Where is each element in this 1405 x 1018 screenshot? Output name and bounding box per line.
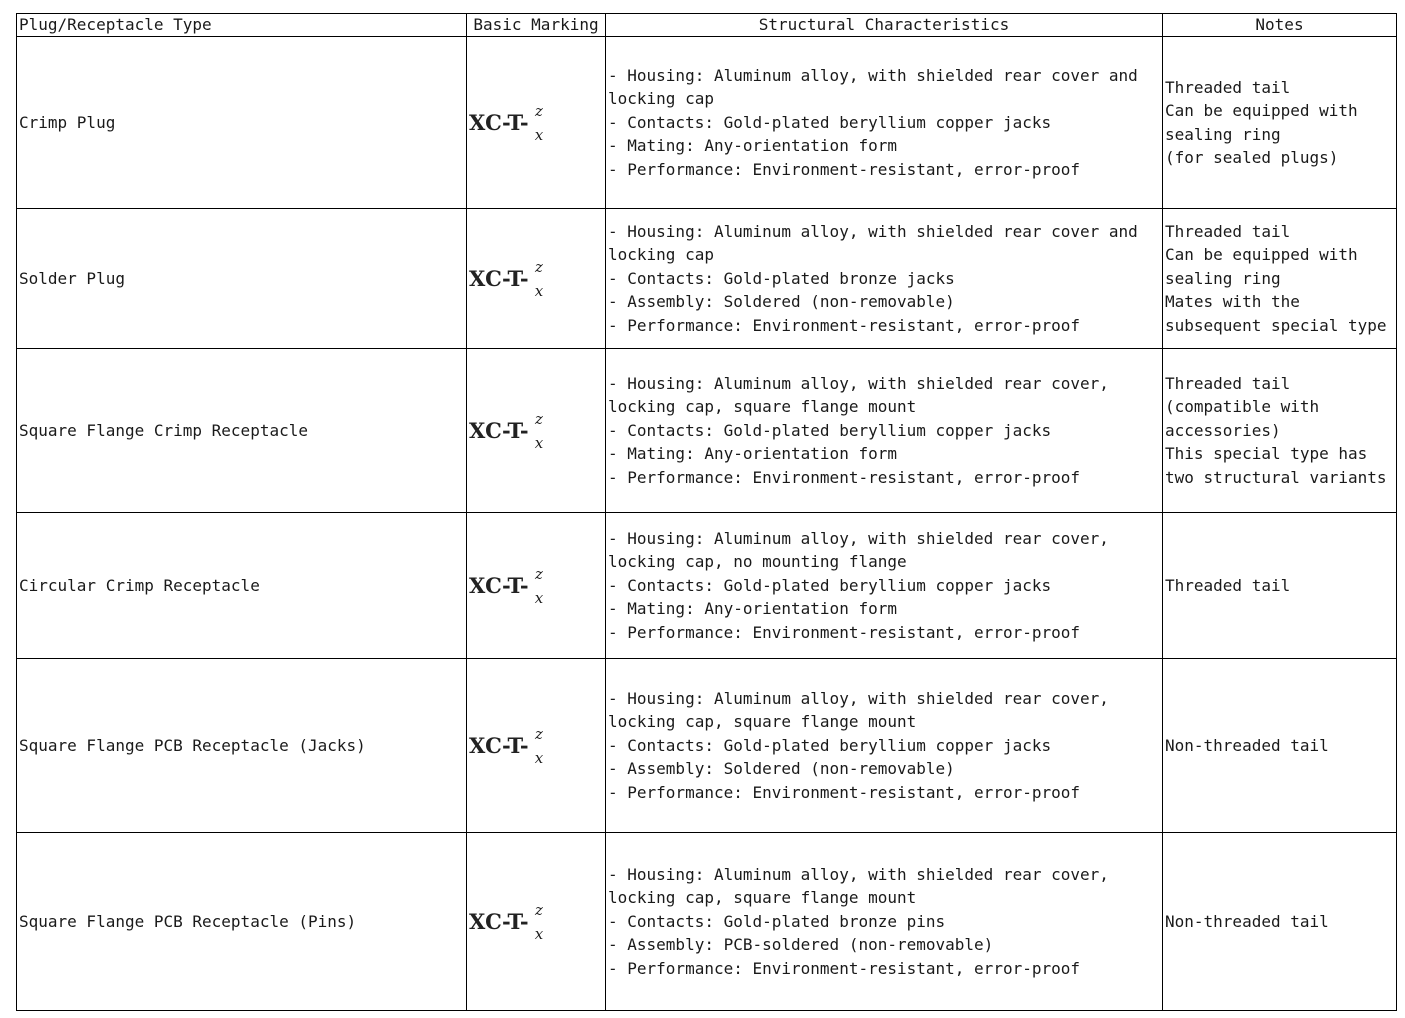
marking-formula bbox=[469, 566, 543, 606]
notes-cell[interactable] bbox=[1163, 209, 1397, 349]
structure-cell[interactable] bbox=[606, 209, 1163, 349]
marking-cell[interactable] bbox=[467, 659, 606, 833]
type-cell[interactable]: Square Flange Crimp Receptacle bbox=[17, 349, 467, 513]
marking-formula bbox=[469, 411, 543, 451]
marking-formula bbox=[469, 726, 543, 766]
structure-line: locking cap bbox=[608, 89, 714, 109]
marking-sub: x bbox=[534, 588, 544, 607]
structure-line: - Contacts: Gold-plated beryllium copper jacks bbox=[608, 735, 1052, 755]
marking-formula bbox=[469, 259, 543, 299]
structure-line: - Performance: Environment-resistant, error-proof bbox=[608, 958, 1081, 978]
connector-types-table bbox=[16, 13, 1397, 1011]
marking-base: XC-T- bbox=[469, 417, 529, 443]
structure-line: locking cap bbox=[608, 245, 714, 265]
marking-sub: x bbox=[534, 433, 544, 452]
header-notes[interactable]: Notes bbox=[1163, 14, 1397, 37]
marking-sub: x bbox=[534, 748, 544, 767]
marking-variables bbox=[535, 259, 543, 299]
structure-line: - Performance: Environment-resistant, error-proof bbox=[608, 159, 1081, 179]
notes-line: Threaded tail bbox=[1165, 77, 1291, 97]
table-row bbox=[17, 37, 1397, 209]
notes-cell[interactable] bbox=[1163, 833, 1397, 1011]
marking-cell[interactable] bbox=[467, 349, 606, 513]
header-structure[interactable]: Structural Characteristics bbox=[606, 14, 1163, 37]
table-row bbox=[17, 209, 1397, 349]
marking-base: XC-T- bbox=[469, 109, 529, 135]
notes-line: Threaded tail (compatible with accessories) bbox=[1165, 373, 1320, 440]
structure-line: locking cap, square flange mount bbox=[608, 712, 917, 732]
table-row bbox=[17, 349, 1397, 513]
structure-line: - Contacts: Gold-plated beryllium copper jacks bbox=[608, 112, 1052, 132]
structure-line: - Housing: Aluminum alloy, with shielded rear cover, bbox=[608, 528, 1109, 548]
marking-sup: z bbox=[535, 900, 543, 919]
header-marking[interactable]: Basic Marking bbox=[467, 14, 606, 37]
type-cell[interactable]: Square Flange PCB Receptacle (Pins) bbox=[17, 833, 467, 1011]
structure-line: - Housing: Aluminum alloy, with shielded rear cover, bbox=[608, 688, 1109, 708]
type-cell[interactable]: Circular Crimp Receptacle bbox=[17, 513, 467, 659]
table-body bbox=[17, 37, 1397, 1011]
notes-line: Can be equipped with sealing ring bbox=[1165, 101, 1358, 144]
notes-line: Non-threaded tail bbox=[1165, 735, 1329, 755]
marking-base: XC-T- bbox=[469, 732, 529, 758]
structure-line: - Mating: Any-orientation form bbox=[608, 136, 897, 156]
header-row bbox=[17, 14, 1397, 37]
marking-base: XC-T- bbox=[469, 572, 529, 598]
marking-base: XC-T- bbox=[469, 908, 529, 934]
marking-sup: z bbox=[535, 257, 543, 276]
marking-cell[interactable] bbox=[467, 833, 606, 1011]
table-row bbox=[17, 833, 1397, 1011]
marking-cell[interactable] bbox=[467, 209, 606, 349]
structure-line: - Assembly: Soldered (non-removable) bbox=[608, 759, 955, 779]
structure-line: - Housing: Aluminum alloy, with shielded rear cover, bbox=[608, 373, 1109, 393]
marking-base: XC-T- bbox=[469, 265, 529, 291]
marking-formula bbox=[469, 103, 543, 143]
marking-formula bbox=[469, 902, 543, 942]
type-cell[interactable]: Solder Plug bbox=[17, 209, 467, 349]
notes-cell[interactable] bbox=[1163, 37, 1397, 209]
structure-line: - Performance: Environment-resistant, error-proof bbox=[608, 467, 1081, 487]
notes-cell[interactable] bbox=[1163, 659, 1397, 833]
type-cell[interactable]: Crimp Plug bbox=[17, 37, 467, 209]
table-row bbox=[17, 513, 1397, 659]
structure-line: - Performance: Environment-resistant, error-proof bbox=[608, 315, 1081, 335]
marking-variables bbox=[535, 566, 543, 606]
marking-cell[interactable] bbox=[467, 37, 606, 209]
structure-line: locking cap, square flange mount bbox=[608, 888, 917, 908]
structure-line: - Assembly: Soldered (non-removable) bbox=[608, 292, 955, 312]
notes-cell[interactable] bbox=[1163, 513, 1397, 659]
structure-line: - Mating: Any-orientation form bbox=[608, 444, 897, 464]
marking-sub: x bbox=[534, 924, 544, 943]
structure-cell[interactable] bbox=[606, 37, 1163, 209]
marking-variables bbox=[535, 103, 543, 143]
structure-line: locking cap, square flange mount bbox=[608, 397, 917, 417]
notes-line: Can be equipped with sealing ring bbox=[1165, 245, 1358, 288]
marking-variables bbox=[535, 411, 543, 451]
structure-line: - Contacts: Gold-plated bronze pins bbox=[608, 911, 946, 931]
structure-line: - Contacts: Gold-plated beryllium copper jacks bbox=[608, 575, 1052, 595]
marking-sup: z bbox=[535, 409, 543, 428]
table-row bbox=[17, 659, 1397, 833]
marking-variables bbox=[535, 726, 543, 766]
structure-cell[interactable] bbox=[606, 349, 1163, 513]
marking-sup: z bbox=[535, 101, 543, 120]
structure-line: - Housing: Aluminum alloy, with shielded rear cover and bbox=[608, 65, 1138, 85]
marking-sup: z bbox=[535, 564, 543, 583]
structure-line: - Mating: Any-orientation form bbox=[608, 599, 897, 619]
structure-line: - Housing: Aluminum alloy, with shielded rear cover and bbox=[608, 221, 1138, 241]
structure-cell[interactable] bbox=[606, 513, 1163, 659]
marking-sup: z bbox=[535, 724, 543, 743]
structure-line: locking cap, no mounting flange bbox=[608, 552, 907, 572]
structure-line: - Contacts: Gold-plated bronze jacks bbox=[608, 268, 955, 288]
spreadsheet-view bbox=[16, 13, 1397, 1011]
structure-line: - Contacts: Gold-plated beryllium copper jacks bbox=[608, 420, 1052, 440]
marking-sub: x bbox=[534, 281, 544, 300]
notes-line: Mates with the subsequent special type bbox=[1165, 292, 1387, 335]
structure-line: - Performance: Environment-resistant, error-proof bbox=[608, 622, 1081, 642]
structure-line: - Assembly: PCB-soldered (non-removable) bbox=[608, 935, 994, 955]
header-type[interactable]: Plug/Receptacle Type bbox=[17, 14, 467, 37]
notes-line: Non-threaded tail bbox=[1165, 911, 1329, 931]
notes-line: Threaded tail bbox=[1165, 575, 1291, 595]
notes-line: This special type has two structural variants bbox=[1165, 444, 1387, 487]
marking-cell[interactable] bbox=[467, 513, 606, 659]
structure-line: - Performance: Environment-resistant, error-proof bbox=[608, 782, 1081, 802]
notes-cell[interactable] bbox=[1163, 349, 1397, 513]
notes-line: (for sealed plugs) bbox=[1165, 147, 1339, 167]
marking-variables bbox=[535, 902, 543, 942]
structure-cell[interactable] bbox=[606, 833, 1163, 1011]
notes-line: Threaded tail bbox=[1165, 221, 1291, 241]
type-cell[interactable]: Square Flange PCB Receptacle (Jacks) bbox=[17, 659, 467, 833]
structure-line: - Housing: Aluminum alloy, with shielded rear cover, bbox=[608, 864, 1109, 884]
marking-sub: x bbox=[534, 125, 544, 144]
structure-cell[interactable] bbox=[606, 659, 1163, 833]
